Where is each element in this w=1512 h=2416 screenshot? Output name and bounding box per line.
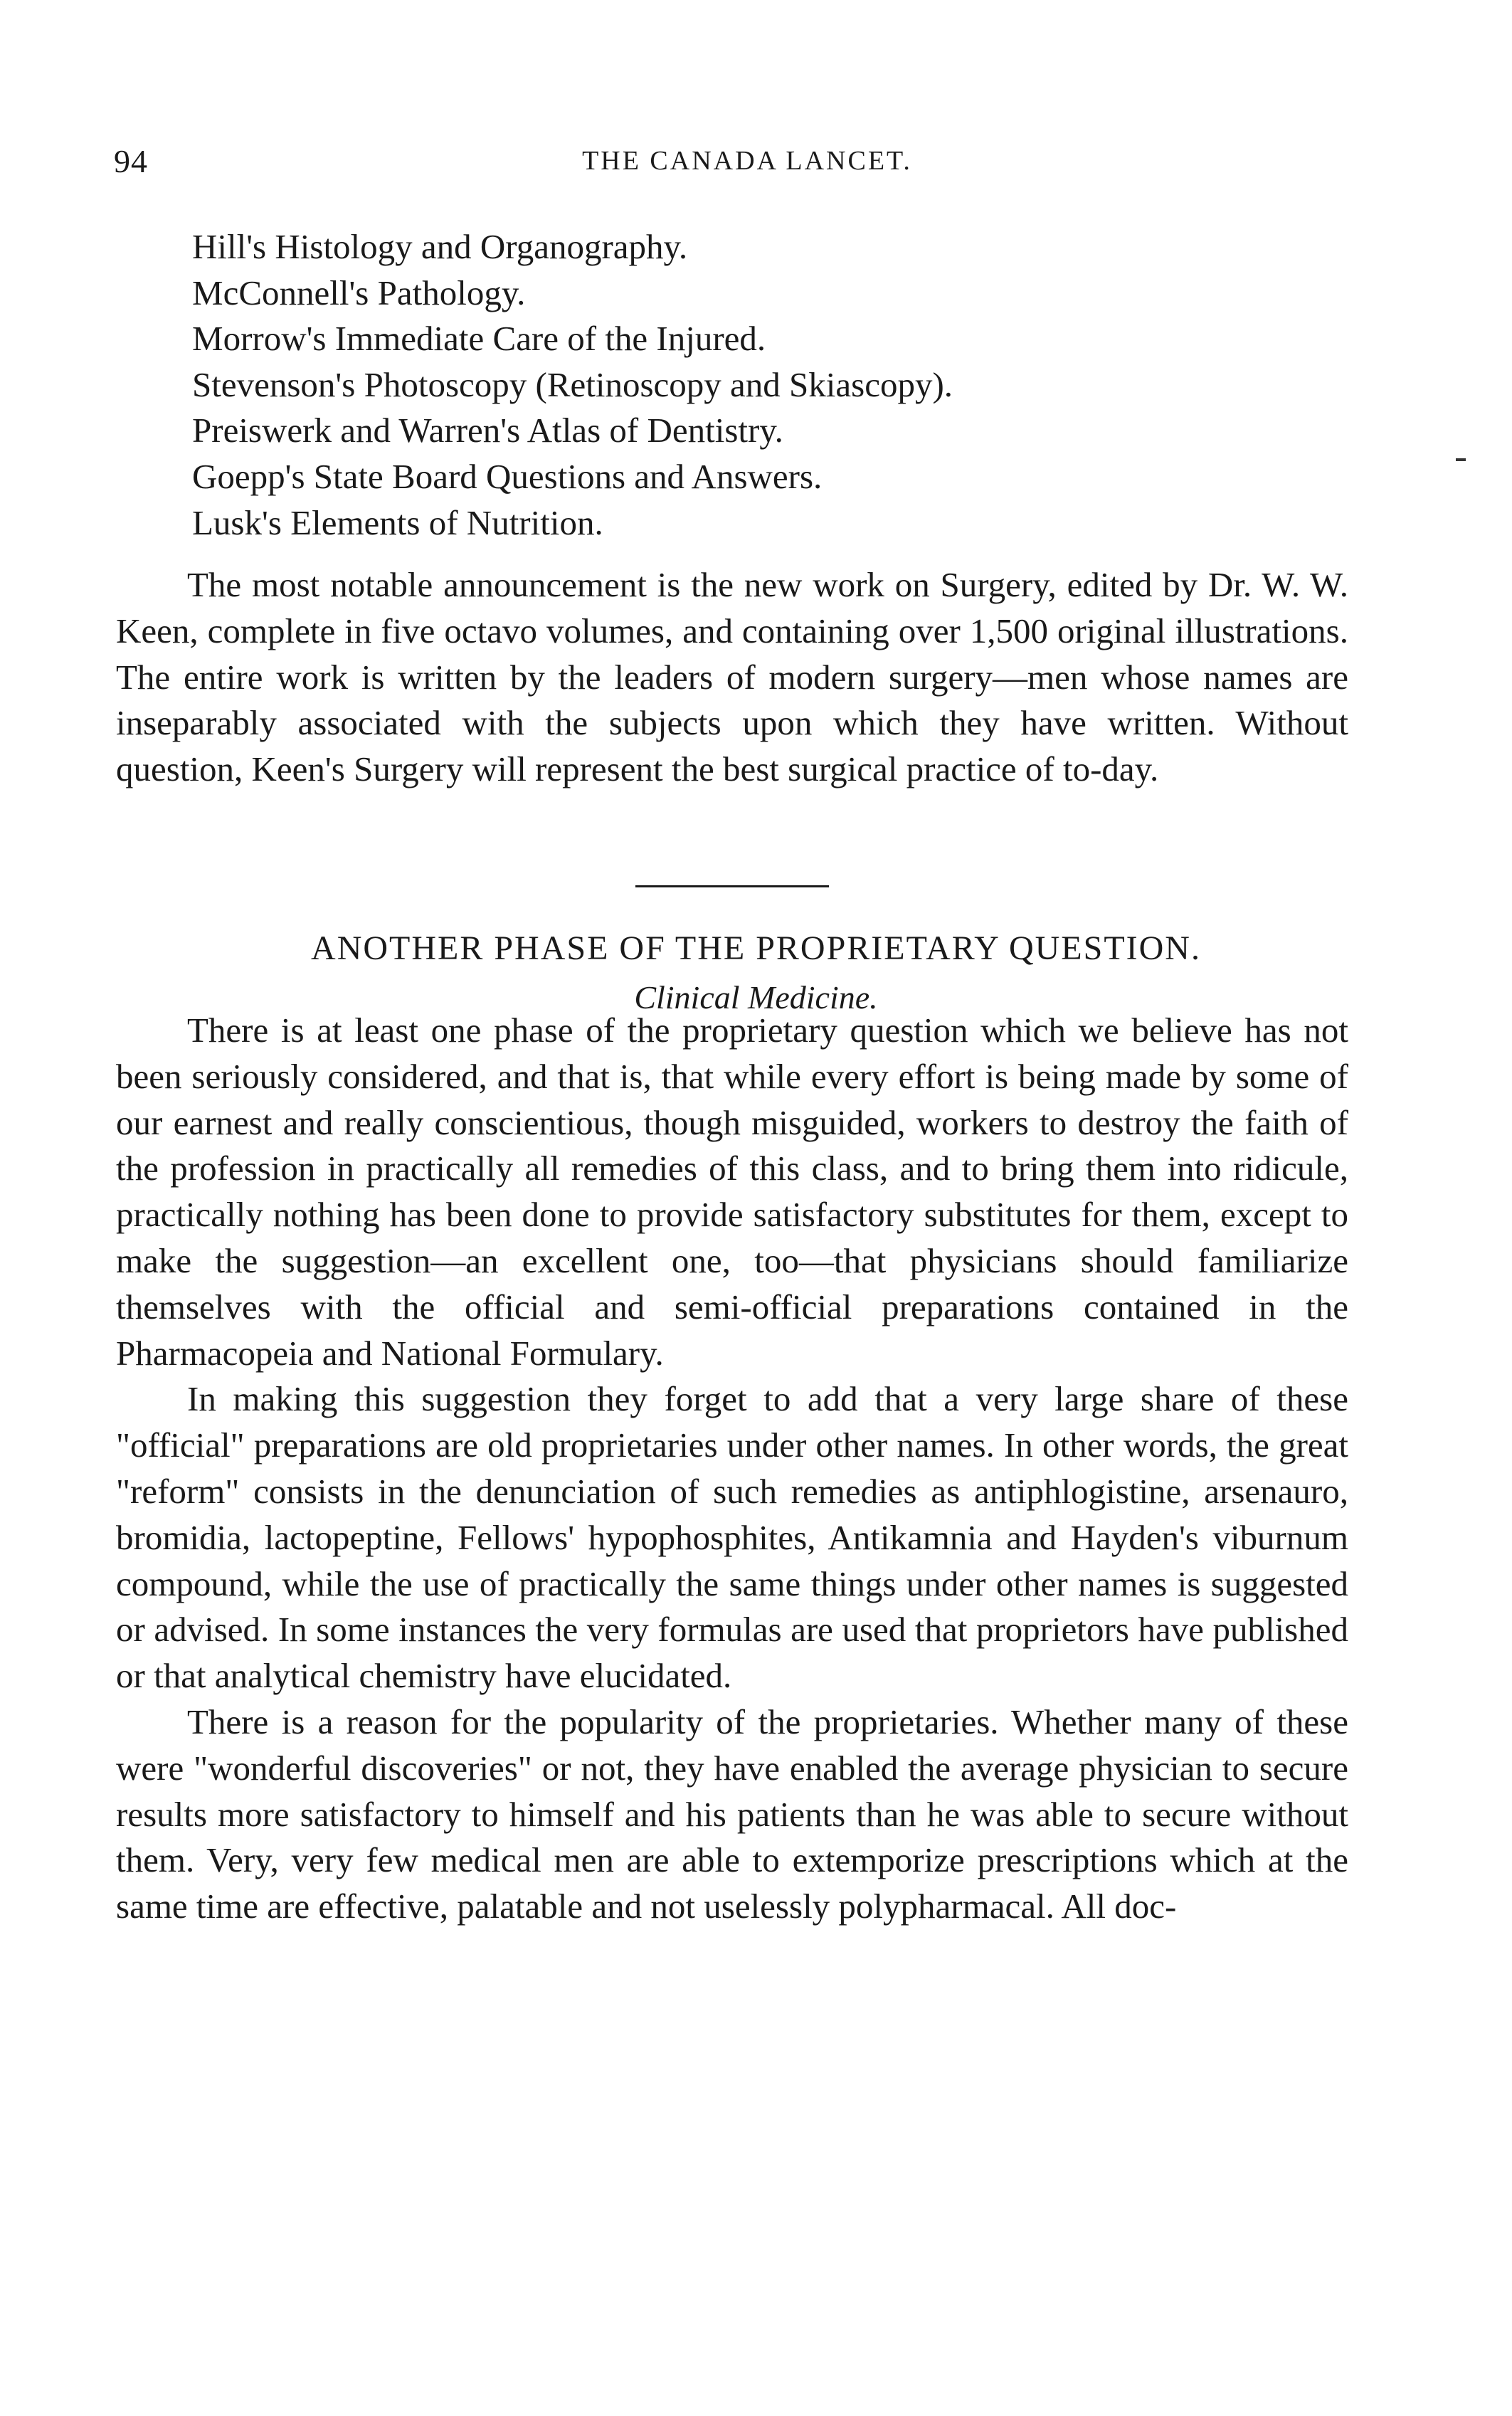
article-source: Clinical Medicine.: [634, 979, 878, 1016]
page-header: [114, 142, 1380, 185]
list-item: Goepp's State Board Questions and Answers.: [192, 456, 823, 496]
list-item: Hill's Histology and Organography.: [192, 227, 688, 266]
article-paragraph: In making this suggestion they forget to add that a very large share of these "official" preparations are old proprietaries under other names. In other words, the great "reform" consists in the denunciation of such remedies as antiphlogistine, arsenauro, bromidia, lactopeptine, Fellows' hypophosphites, Antikamnia and Hayden's viburnum compound, while the use of practically the same things under other names is suggested or advised. In some instances the very formulas are used that proprietors have published or that analytical chemistry have elucidated.: [116, 1379, 1348, 1696]
article-paragraph: There is at least one phase of the proprietary question which we believe has not been seriously considered, and that is, that while every effort is being made by some of our earnest and really conscientious, though misguided, workers to destroy the faith of the profession in practically all remedies of this class, and to bring them into ridicule, practically nothing has been done to provide satisfactory substitutes for them, except to make the suggestion—an excellent one, too—that physicians should familiarize themselves with the official and semi-official preparations contained in the Pharmacopeia and National Formulary.: [116, 1011, 1348, 1373]
margin-mark: [1456, 458, 1466, 461]
list-item: Lusk's Elements of Nutrition.: [192, 502, 603, 542]
running-title: THE CANADA LANCET.: [582, 146, 912, 176]
list-item: Morrow's Immediate Care of the Injured.: [192, 319, 766, 359]
page-number: 94: [114, 143, 148, 179]
article-paragraph: There is a reason for the popularity of the proprietaries. Whether many of these were "wonderful discoveries" or not, they have enabled the average physician to secure results more satisfactory to himself and his patients than he was able to secure without them. Very, very few medical men are able to extemporize prescriptions which at the same time are effective, palatable and not uselessly polypharmacal. All doc-: [116, 1702, 1348, 1926]
intro-section: [116, 562, 1348, 793]
article-title: ANOTHER PHASE OF THE PROPRIETARY QUESTION.: [311, 929, 1201, 967]
article-body: [116, 1008, 1348, 1930]
book-list: [192, 224, 1359, 546]
list-item: Stevenson's Photoscopy (Retinoscopy and Skiascopy).: [192, 364, 953, 404]
intro-paragraph: The most notable announcement is the new work on Surgery, edited by Dr. W. W. Keen, complete in five octavo volumes, and containing over 1,500 original illustrations. The entire work is written by the leaders of modern surgery—men whose names are inseparably associated with the subjects upon which they have written. Without question, Keen's Surgery will represent the best surgical practice of to-day.: [116, 565, 1348, 789]
list-item: McConnell's Pathology.: [192, 273, 526, 312]
section-divider: [635, 885, 829, 887]
list-item: Preiswerk and Warren's Atlas of Dentistry.: [192, 411, 783, 450]
